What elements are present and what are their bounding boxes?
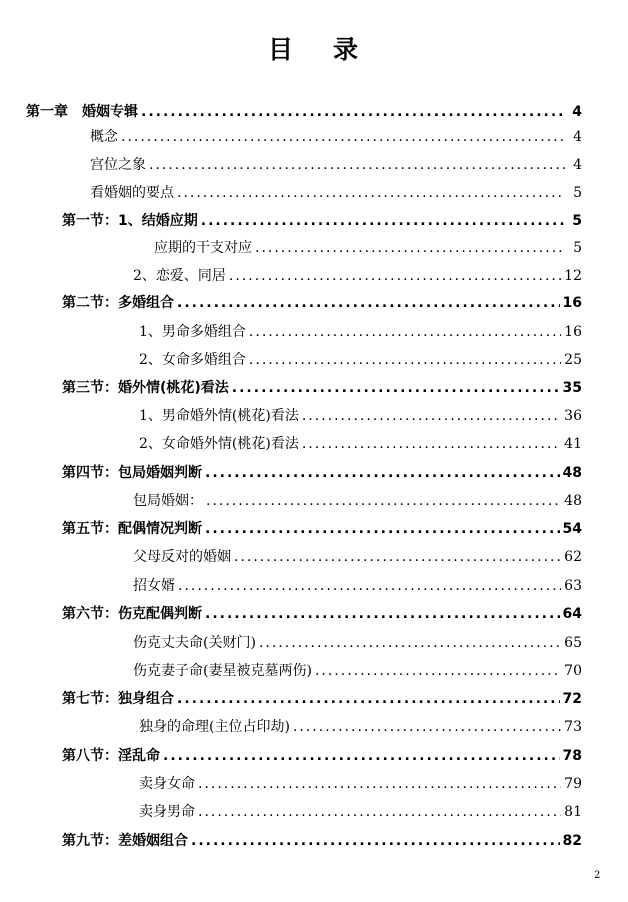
toc-entry-page: 16: [564, 324, 582, 340]
toc-entry-label: 2、恋爱、同居: [133, 268, 226, 284]
toc-entry-row: [133, 547, 582, 567]
toc-leader-dots: [205, 463, 560, 483]
toc-entry-row: [133, 633, 582, 653]
toc-entry-label: 第一章 婚姻专辑: [26, 104, 138, 120]
toc-leader-dots: [198, 802, 561, 822]
toc-entry-label: 卖身男命: [139, 804, 195, 820]
toc-leader-dots: [249, 350, 561, 370]
toc-leader-dots: [177, 183, 565, 203]
toc-leader-dots: [141, 102, 565, 122]
toc-entry-page: 81: [564, 804, 582, 820]
toc-entry-page: 73: [564, 719, 582, 735]
toc-heading-row: [62, 689, 582, 709]
toc-leader-dots: [302, 434, 561, 454]
toc-entry-page: 12: [564, 268, 582, 284]
toc-heading-row: [26, 102, 582, 122]
toc-leader-dots: [302, 406, 561, 426]
toc-entry-label: 应期的干支对应: [154, 240, 252, 256]
toc-entry-row: [90, 183, 582, 203]
toc-heading-row: [62, 519, 582, 539]
toc-entry-label: 伤克妻子命(妻星被克墓两伤): [133, 663, 312, 679]
toc-entry-label: 看婚姻的要点: [90, 185, 174, 201]
toc-leader-dots: [177, 293, 560, 313]
toc-entry-label: 2、女命多婚组合: [139, 352, 246, 368]
toc-leader-dots: [234, 547, 561, 567]
toc-leader-dots: [205, 604, 560, 624]
toc-entry-page: 41: [564, 436, 582, 452]
toc-entry-page: 62: [564, 549, 582, 565]
toc-entry-page: 48: [564, 493, 582, 509]
toc-leader-dots: [191, 831, 560, 851]
toc-leader-dots: [315, 661, 561, 681]
toc-entry-label: 第九节：差婚姻组合: [62, 833, 188, 849]
toc-leader-dots: [149, 155, 565, 175]
toc-entry-label: 第三节：婚外情(桃花)看法: [62, 380, 229, 396]
toc-entry-row: [139, 434, 582, 454]
toc-entry-label: 概念: [90, 129, 118, 145]
toc-entry-page: 4: [573, 129, 582, 145]
toc-heading-row: [62, 831, 582, 851]
toc-entry-page: 54: [562, 521, 582, 537]
toc-entry-page: 65: [564, 635, 582, 651]
toc-leader-dots: [201, 211, 565, 231]
toc-entry-page: 79: [564, 776, 582, 792]
toc-entry-page: 4: [572, 104, 582, 120]
toc-heading-row: [62, 293, 582, 313]
toc-entry-label: 第二节：多婚组合: [62, 295, 174, 311]
toc-entry-label: 1、男命婚外情(桃花)看法: [139, 408, 299, 424]
toc-leader-dots: [259, 633, 561, 653]
toc-leader-dots: [163, 746, 560, 766]
toc-entry-row: [133, 576, 582, 596]
toc-entry-label: 第六节：伤克配偶判断: [62, 606, 202, 622]
toc-leader-dots: [198, 774, 561, 794]
toc-entry-label: 宫位之象: [90, 157, 146, 173]
toc-entry-page: 5: [572, 213, 582, 229]
toc-entry-label: 父母反对的婚姻: [133, 549, 231, 565]
toc-entry-label: 独身的命理(主位占印劫): [139, 719, 290, 735]
toc-heading-row: [62, 211, 582, 231]
toc-leader-dots: [177, 689, 560, 709]
toc-entry-row: [154, 238, 582, 258]
toc-entry-label: 伤克丈夫命(关财门): [133, 635, 256, 651]
toc-entry-row: [133, 266, 582, 286]
toc-heading-row: [62, 378, 582, 398]
toc-leader-dots: [255, 238, 565, 258]
toc-leader-dots: [206, 491, 561, 511]
toc-entry-row: [139, 350, 582, 370]
toc-leader-dots: [178, 576, 561, 596]
toc-entry-page: 82: [562, 833, 582, 849]
toc-entry-label: 卖身女命: [139, 776, 195, 792]
toc-entry-label: 1、男命多婚组合: [139, 324, 246, 340]
toc-entry-page: 72: [562, 691, 582, 707]
page-number: 2: [594, 870, 601, 881]
toc-entry-label: 包局婚姻：: [133, 493, 203, 509]
toc-entry-label: 第四节：包局婚姻判断: [62, 465, 202, 481]
toc-entry-label: 第八节：淫乱命: [62, 748, 160, 764]
toc-entry-row: [90, 155, 582, 175]
page-title: [0, 30, 628, 66]
toc-heading-row: [62, 463, 582, 483]
toc-entry-page: 5: [573, 240, 582, 256]
toc-entry-page: 70: [564, 663, 582, 679]
toc-leader-dots: [232, 378, 560, 398]
toc-entry-page: 78: [562, 748, 582, 764]
toc-entry-row: [139, 406, 582, 426]
toc-entry-page: 48: [562, 465, 582, 481]
toc-entry-page: 36: [564, 408, 582, 424]
toc-entry-row: [139, 717, 582, 737]
toc-entry-page: 4: [573, 157, 582, 173]
toc-leader-dots: [293, 717, 561, 737]
toc-entry-row: [133, 661, 582, 681]
toc-leader-dots: [229, 266, 561, 286]
toc-entry-page: 5: [573, 185, 582, 201]
toc-entry-row: [133, 491, 582, 511]
toc-entry-page: 64: [562, 606, 582, 622]
toc-entry-label: 招女婿: [133, 578, 175, 594]
toc-entry-label: 第五节：配偶情况判断: [62, 521, 202, 537]
toc-heading-row: [62, 746, 582, 766]
toc-entry-row: [90, 127, 582, 147]
toc-entry-label: 第一节：1、结婚应期: [62, 213, 198, 229]
toc-entry-row: [139, 774, 582, 794]
toc-entry-row: [139, 802, 582, 822]
title-char-1: 目: [267, 35, 295, 64]
toc-entry-row: [139, 322, 582, 342]
toc-entry-page: 16: [562, 295, 582, 311]
toc-entry-page: 35: [562, 380, 582, 396]
toc-entry-page: 63: [564, 578, 582, 594]
toc-leader-dots: [121, 127, 565, 147]
toc-leader-dots: [249, 322, 561, 342]
toc-entry-label: 第七节：独身组合: [62, 691, 174, 707]
title-char-2: 录: [333, 35, 361, 64]
toc-entry-page: 25: [564, 352, 582, 368]
toc-entry-label: 2、女命婚外情(桃花)看法: [139, 436, 299, 452]
toc-leader-dots: [205, 519, 560, 539]
toc-heading-row: [62, 604, 582, 624]
